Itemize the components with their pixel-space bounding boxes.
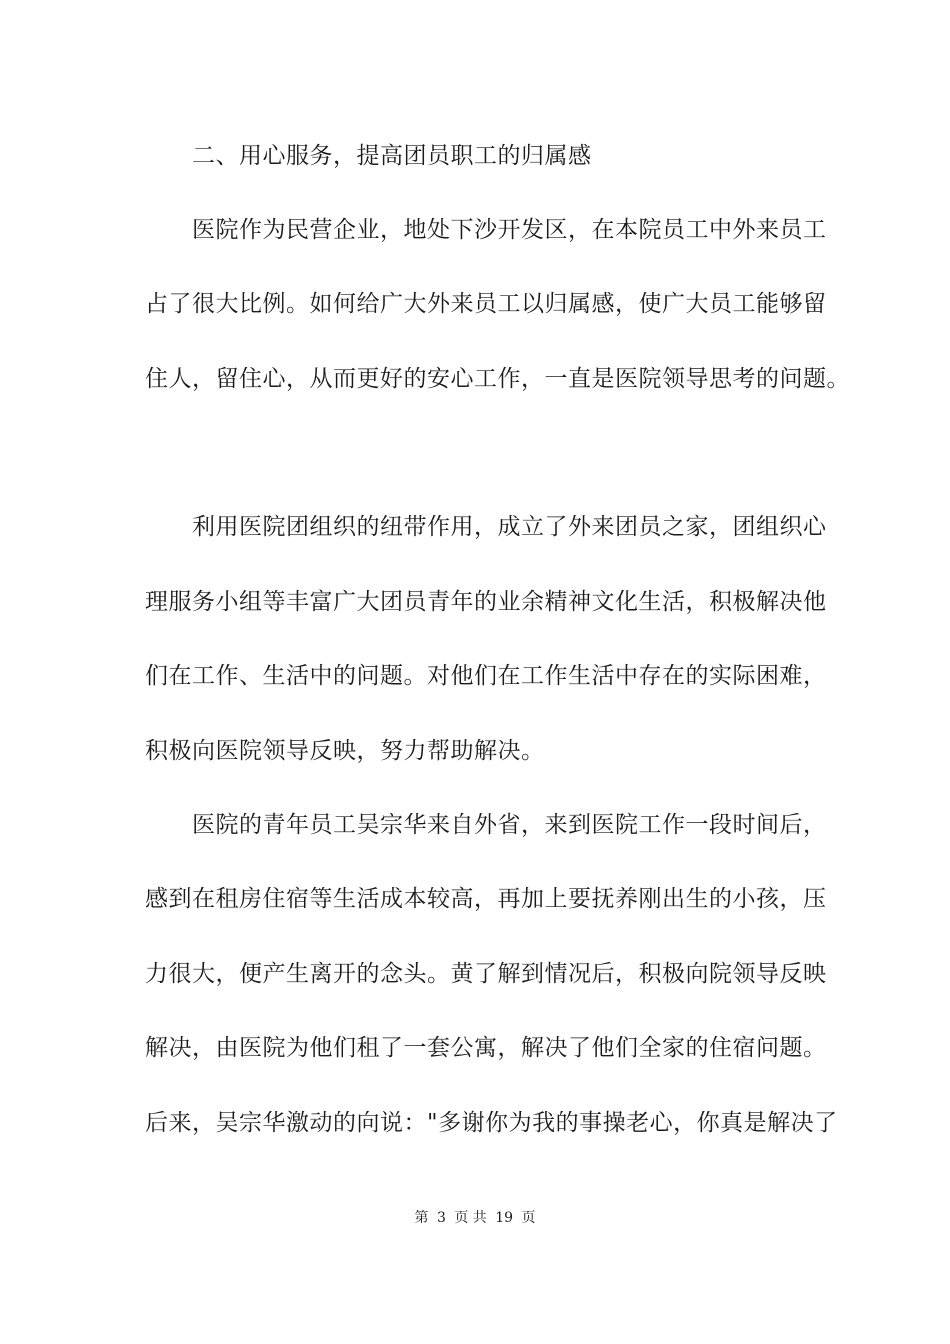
paragraph-line: 医院的青年员工吴宗华来自外省，来到医院工作一段时间后， <box>192 812 827 838</box>
paragraph-line: 解决，由医院为他们租了一套公寓，解决了他们全家的住宿问题。 <box>145 1035 827 1061</box>
paragraph-line: 们在工作、生活中的问题。对他们在工作生活中存在的实际困难， <box>145 663 827 689</box>
footer-suffix: 页 <box>521 1210 536 1226</box>
paragraph-line: 医院作为民营企业，地处下沙开发区，在本院员工中外来员工 <box>192 217 827 243</box>
footer-prefix: 第 <box>414 1210 429 1226</box>
section-heading: 二、用心服务，提高团员职工的归属感 <box>192 143 592 169</box>
paragraph-line: 积极向医院领导反映，努力帮助解决。 <box>145 738 545 764</box>
paragraph-line: 理服务小组等丰富广大团员青年的业余精神文化生活，积极解决他 <box>145 589 827 615</box>
paragraph-line: 感到在租房住宿等生活成本较高，再加上要抚养刚出生的小孩，压 <box>145 886 827 912</box>
footer-total-pages: 19 <box>495 1210 514 1226</box>
paragraph-line: 力很大，便产生离开的念头。黄了解到情况后，积极向院领导反映 <box>145 961 827 987</box>
paragraph-line: 后来，吴宗华激动的向说："多谢你为我的事操老心，你真是解决了 <box>145 1110 838 1136</box>
paragraph-line: 利用医院团组织的纽带作用，成立了外来团员之家，团组织心 <box>192 514 827 540</box>
footer-middle: 页 共 <box>454 1210 487 1226</box>
page-footer <box>0 1209 950 1227</box>
paragraph-line: 住人，留住心，从而更好的安心工作，一直是医院领导思考的问题。 <box>145 366 850 392</box>
paragraph-line: 占了很大比例。如何给广大外来员工以归属感，使广大员工能够留 <box>145 291 827 317</box>
footer-current-page: 3 <box>436 1210 446 1226</box>
